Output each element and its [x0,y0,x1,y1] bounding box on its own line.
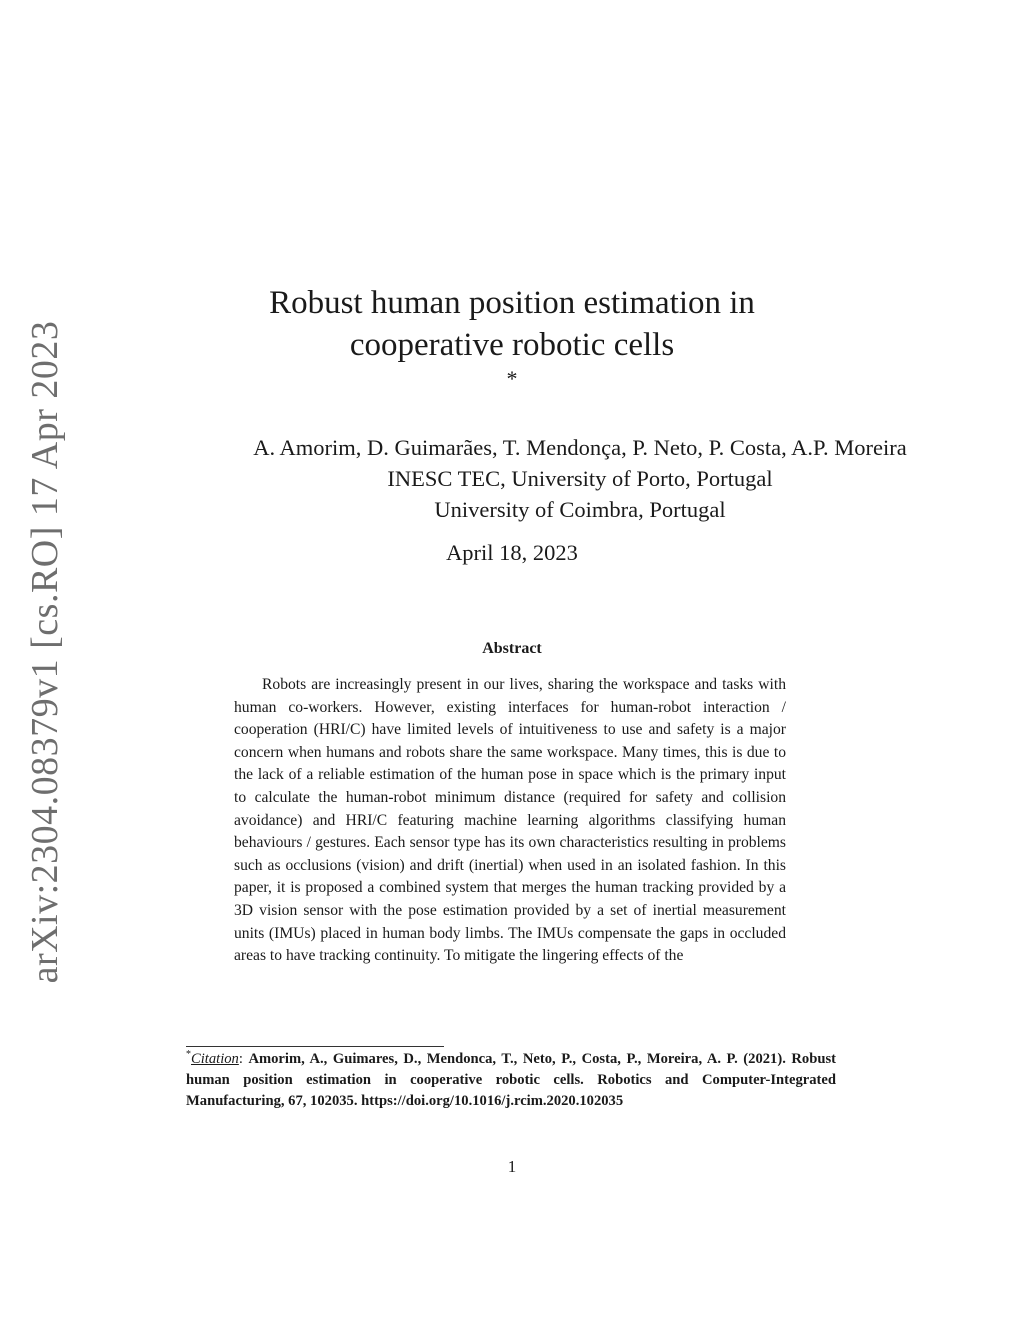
paper-title [0,282,1024,366]
footnote-citation-text: Amorim, A., Guimares, D., Mendonca, T., Neto, P., Costa, P., Moreira, A. P. (2021). Robust human position estimation in cooperative robotic cells. Robotics and Computer-Integrated Manufacturing, 67, 102035. [186,1051,836,1109]
footnote-mark: * [186,1049,191,1061]
author-list: A. Amorim, D. Guimarães, T. Mendonça, P. Neto, P. Costa, A.P. Moreira [253,435,907,460]
title-line-1: Robust human position estimation in [269,285,755,321]
affiliation-2: University of Coimbra, Portugal [434,497,726,522]
title-line-2: cooperative robotic cells [349,327,675,363]
footnote-separator: : [238,1051,249,1067]
affiliation-1: INESC TEC, University of Porto, Portugal [387,466,773,491]
footnote-divider [186,1046,444,1047]
footnote-label: Citation [191,1051,239,1067]
paper-date: April 18, 2023 [446,540,578,565]
abstract-heading: Abstract [482,640,542,657]
page-number: 1 [507,1157,517,1176]
citation-footnote [186,1049,836,1111]
abstract-text: Robots are increasingly present in our lives, sharing the workspace and tasks with human co-workers. However, existing interfaces for human-robot interaction / cooperation (HRI/C) have limited levels of intuitiveness to use and safety is a major concern when humans and robots share the same workspace. Many times, this is due to the lack of a reliable estimation of the human pose in space which is the primary input to calculate the human-robot minimum distance (required for safety and collision avoidance) and HRI/C featuring machine learning algorithms classifying human behaviours / gestures. Each sensor type has its own characteristics resulting in problems such as occlusions (vision) and drift (inertial) when used in an isolated fashion. In this paper, it is proposed a combined system that merges the human tracking provided by a 3D vision sensor with the pose estimation provided by a set of inertial measurement units (IMUs) placed in human body limbs. The IMUs compensate the gaps in occluded areas to have tracking continuity. To mitigate the lingering effects of the [234,676,786,965]
arxiv-identifier-stamp: arXiv:2304.08379v1 [cs.RO] 17 Apr 2023 [24,320,66,984]
title-footnote-mark: * [506,366,518,391]
footnote-doi-link[interactable]: https://doi.org/10.1016/j.rcim.2020.102035 [361,1092,624,1109]
author-block [185,432,975,525]
